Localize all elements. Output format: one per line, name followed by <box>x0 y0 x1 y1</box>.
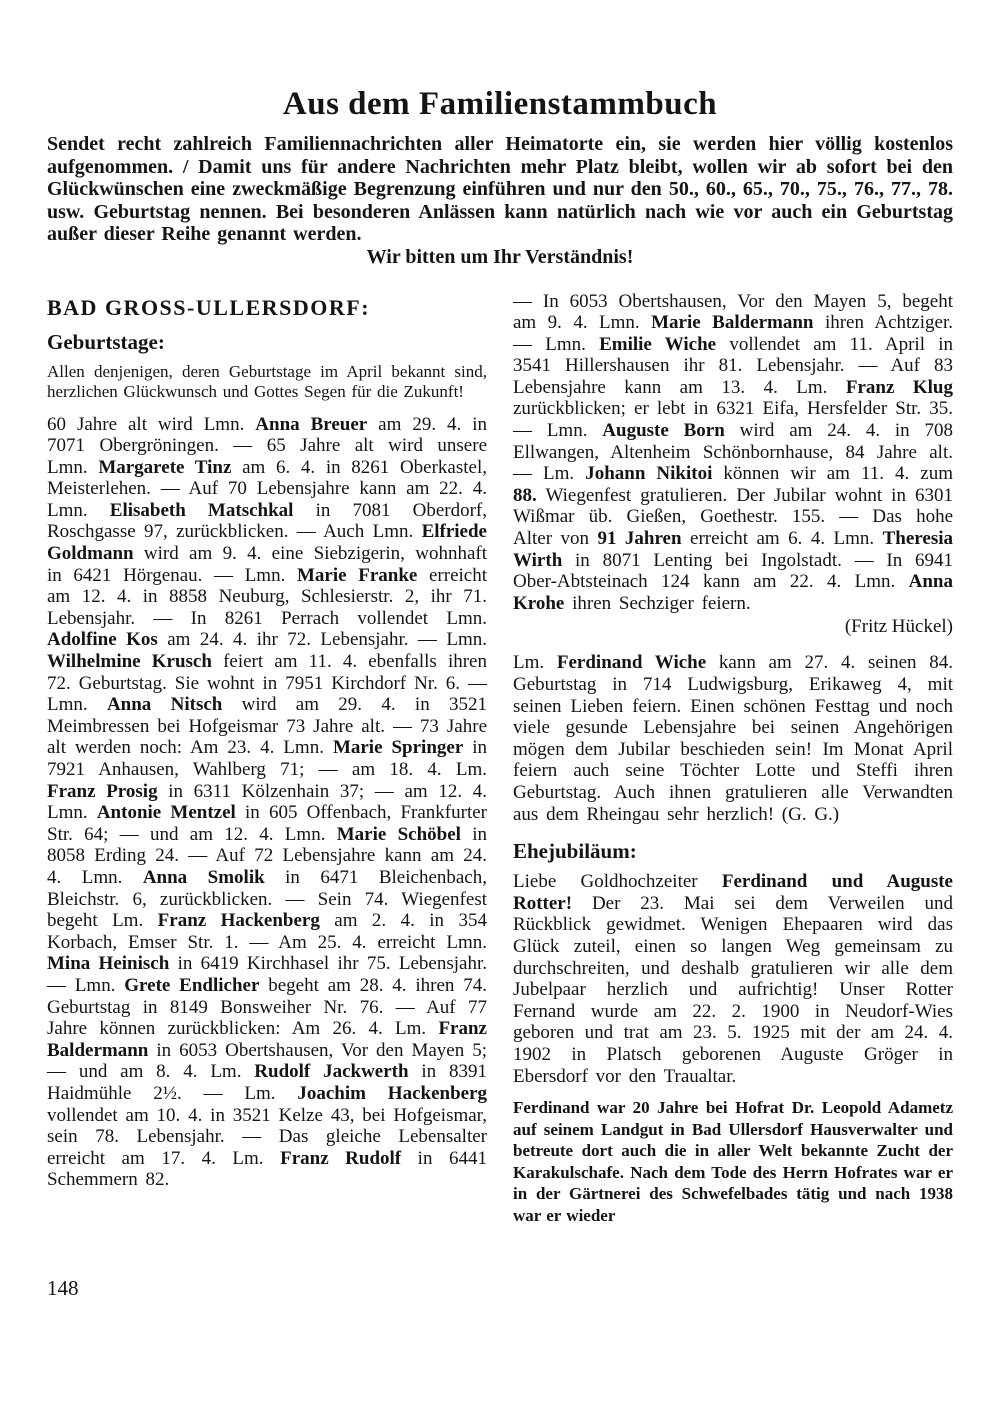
birthday-list-left: 60 Jahre alt wird Lmn. Anna Breuer am 29. 4. in 7071 Obergröningen. — 65 Jahre alt wird unsere Lmn. Margarete Tinz am 6. 4. in 8261 Oberkastel, Meisterlehen. — Auf 70 Lebensjahre kann am 22. 4. Lmn. Elisabeth Matschkal in 7081 Oberdorf, Roschgasse 97, zurückblicken. — Auch Lmn. Elfriede Goldmann wird am 9. 4. eine Siebzigerin, wohnhaft in 6421 Hörgenau. — Lmn. Marie Franke erreicht am 12. 4. in 8858 Neuburg, Schlesierstr. 2, ihr 71. Lebensjahr. — In 8261 Perrach vollendet Lmn. Adolfine Kos am 24. 4. ihr 72. Lebensjahr. — Lmn. Wilhelmine Krusch feiert am 11. 4. ebenfalls ihren 72. Geburtstag. Sie wohnt in 7951 Kirchdorf Nr. 6. — Lmn. Anna Nitsch wird am 29. 4. in 3521 Meimbressen bei Hofgeismar 73 Jahre alt. — 73 Jahre alt werden noch: Am 23. 4. Lmn. Marie Springer in 7921 Anhausen, Wahlberg 71; — am 18. 4. Lm. Franz Prosig in 6311 Kölzenhain 37; — am 12. 4. Lmn. Antonie Mentzel in 605 Offenbach, Frankfurter Str. 64; — und am 12. 4. Lmn. Marie Schöbel in 8058 Erding 24. — Auf 72 Lebensjahre kann am 24. 4. Lmn. Anna Smolik in 6471 Bleichenbach, Bleichstr. 6, zurückblicken. — Sein 74. Wiegenfest begeht Lm. Franz Hackenberg am 2. 4. in 354 Korbach, Emser Str. 1. — Am 25. 4. erreicht Lmn. Mina Heinisch in 6419 Kirchhasel ihr 75. Lebensjahr. — Lmn. Grete Endlicher begeht am 28. 4. ihren 74. Geburtstag in 8149 Bonsweiher Nr. 76. — Auf 77 Jahre können zurückblicken: Am 26. 4. Lm. Franz Baldermann in 6053 Obertshausen, Vor den Mayen 5; — und am 8. 4. Lm. Rudolf Jackwerth in 8391 Haidmühle 2½. — Lm. Joachim Hackenberg vollendet am 10. 4. in 3521 Kelze 43, bei Hofgeismar, sein 78. Lebensjahr. — Das gleiche Lebensalter erreicht am 17. 4. Lm. Franz Rudolf in 6441 Schemmern 82. <box>47 413 488 1191</box>
author-signature: (Fritz Hückel) <box>844 616 953 638</box>
right-column <box>513 291 953 1227</box>
left-column <box>47 291 487 1227</box>
intro-paragraph: Sendet recht zahlreich Familiennachrichten aller Heimatorte ein, sie werden hier völlig kostenlos aufgenommen. / Damit uns für andere Nachrichten mehr Platz bleibt, wollen wir ab sofort bei den Glückwünschen eine zweckmäßige Begrenzung einführen und nur den 50., 60., 65., 70., 75., 76., 77., 78. usw. Geburtstag nennen. Bei besonderen Anlässen kann natürlich nach wie vor auch ein Geburtstag außer dieser Reihe genannt werden. <box>47 133 953 245</box>
page-number: 148 <box>47 1276 79 1300</box>
subsection-title-geburtstage: Geburtstage: <box>47 329 165 354</box>
birthday-intro-note: Allen denjenigen, deren Geburtstage im April bekannt sind, herzlichen Glückwunsch und Gottes Segen für die Zukunft! <box>47 361 487 401</box>
section-title-bad-gross-ullersdorf: BAD GROSS-ULLERSDORF: <box>47 294 371 320</box>
anniversary-background-note: Ferdinand war 20 Jahre bei Hofrat Dr. Leopold Adametz auf seinem Landgut in Bad Ullersdorf Hausverwalter und betreute dort auch die in aller Welt bekannte Zucht der Karakulschafe. Nach dem Tode des Herrn Hofrates war er in der Gärtnerei des Schwefelbades tätig und nach 1938 war er wieder <box>513 1098 953 1225</box>
page-title: Aus dem Familienstammbuch <box>282 86 718 122</box>
anniversary-paragraph: Liebe Goldhochzeiter Ferdinand und Auguste Rotter! Der 23. Mai sei dem Verweilen und Rückblick gewidmet. Wenigen Ehepaaren wird das Glück zuteil, einen so langen Weg gemeinsam zu durchschreiten, und deshalb gratulieren wir alle dem Jubelpaar herzlich und aufrichtig! Unser Rotter Fernand wurde am 22. 2. 1900 in Neudorf-Wies geboren und trat am 23. 5. 1925 mit der am 24. 4. 1902 in Platsch geborenen Auguste Gröger in Ebersdorf vor den Traualtar. <box>513 871 953 1087</box>
intro-closing-line: Wir bitten um Ihr Verständnis! <box>366 245 634 268</box>
two-column-layout <box>47 291 953 1227</box>
birthday-list-right: — In 6053 Obertshausen, Vor den Mayen 5, begeht am 9. 4. Lmn. Marie Baldermann ihren Achtziger. — Lmn. Emilie Wiche vollendet am 11. April in 3541 Hillershausen ihr 81. Lebensjahr. — Auf 83 Lebensjahre kann am 13. 4. Lm. Franz Klug zurückblicken; er lebt in 6321 Eifa, Hersfelder Str. 35. — Lmn. Auguste Born wird am 24. 4. in 708 Ellwangen, Altenheim Schönbornhause, 84 Jahre alt. — Lm. Johann Nikitoi können wir am 11. 4. zum 88. Wiegenfest gratulieren. Der Jubilar wohnt in 6301 Wißmar üb. Gießen, Goethestr. 155. — Das hohe Alter von 91 Jahren erreicht am 6. 4. Lmn. Theresia Wirth in 8071 Lenting bei Ingolstadt. — In 6941 Ober-Abtsteinach 124 kann am 22. 4. Lmn. Anna Krohe ihren Sechziger feiern. <box>513 290 953 614</box>
subsection-title-ehejubilaeum: Ehejubiläum: <box>513 839 637 864</box>
ferdinand-wiche-paragraph: Lm. Ferdinand Wiche kann am 27. 4. seinen 84. Geburtstag in 714 Ludwigsburg, Erikaweg 4, mit seinen Lieben feiern. Einen schönen Festtag und noch viele gesunde Lebensjahre bei seinen Angehörigen mögen dem Jubilar beschieden sein! Im Monat April feiern auch seine Töchter Lotte und Steffi ihren Geburtstag. Auch ihnen gratulieren alle Verwandten aus dem Rheingau sehr herzlich! (G. G.) <box>513 652 953 825</box>
